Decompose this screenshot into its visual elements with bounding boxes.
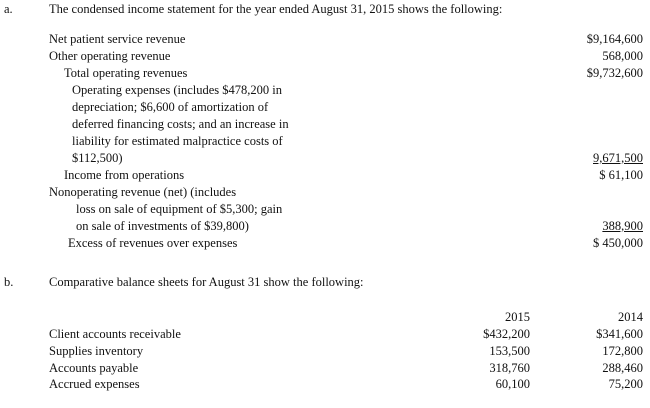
balance-row-supplies-inventory-2015: 153,500 <box>489 344 530 358</box>
row-other-operating-revenue-value: 568,000 <box>602 49 643 63</box>
row-nonoperating-revenue-label-line-2: loss on sale of equipment of $5,300; gain <box>76 202 283 216</box>
row-nonoperating-revenue-value: 388,900 <box>602 219 643 233</box>
row-income-from-operations-value: $ 61,100 <box>599 168 643 182</box>
row-operating-expenses-label-line-5: $112,500) <box>72 151 123 165</box>
column-header-2014: 2014 <box>618 310 643 324</box>
row-operating-expenses-label-line-3: deferred financing costs; and an increase in <box>72 117 289 131</box>
row-total-operating-revenues-value: $9,732,600 <box>586 66 643 80</box>
row-operating-expenses-label-line-4: liability for estimated malpractice costs of <box>72 134 283 148</box>
row-operating-expenses-label-line-1: Operating expenses (includes $478,200 in <box>72 83 283 97</box>
balance-row-client-accounts-receivable-label: Client accounts receivable <box>49 327 181 341</box>
row-excess-of-revenues-label: Excess of revenues over expenses <box>68 236 238 250</box>
section-b-intro: Comparative balance sheets for August 31 show the following: <box>49 275 364 289</box>
section-b-marker: b. <box>4 275 14 289</box>
row-operating-expenses-value: 9,671,500 <box>593 151 643 165</box>
balance-row-supplies-inventory-2014: 172,800 <box>602 344 643 358</box>
row-excess-of-revenues-value: $ 450,000 <box>593 236 643 250</box>
balance-row-client-accounts-receivable-2014: $341,600 <box>596 327 643 341</box>
row-net-patient-service-revenue-value: $9,164,600 <box>586 32 643 46</box>
row-other-operating-revenue-label: Other operating revenue <box>49 49 171 63</box>
balance-row-accrued-expenses-label: Accrued expenses <box>49 377 140 391</box>
row-nonoperating-revenue-label-line-1: Nonoperating revenue (net) (includes <box>49 185 237 199</box>
balance-row-accrued-expenses-2014: 75,200 <box>608 377 643 391</box>
column-header-2015: 2015 <box>505 310 530 324</box>
balance-row-accounts-payable-label: Accounts payable <box>49 361 139 375</box>
section-a-marker: a. <box>4 2 13 16</box>
row-income-from-operations-label: Income from operations <box>64 168 185 182</box>
row-total-operating-revenues-label: Total operating revenues <box>64 66 188 80</box>
balance-row-supplies-inventory-label: Supplies inventory <box>49 344 144 358</box>
row-net-patient-service-revenue-label: Net patient service revenue <box>49 32 186 46</box>
row-nonoperating-revenue-label-line-3: on sale of investments of $39,800) <box>76 219 249 233</box>
balance-row-client-accounts-receivable-2015: $432,200 <box>483 327 530 341</box>
balance-row-accounts-payable-2015: 318,760 <box>489 361 530 375</box>
balance-row-accrued-expenses-2015: 60,100 <box>495 377 530 391</box>
balance-row-accounts-payable-2014: 288,460 <box>602 361 643 375</box>
section-a-intro: The condensed income statement for the year ended August 31, 2015 shows the following: <box>49 2 503 16</box>
row-operating-expenses-label-line-2: depreciation; $6,600 of amortization of <box>72 100 269 114</box>
